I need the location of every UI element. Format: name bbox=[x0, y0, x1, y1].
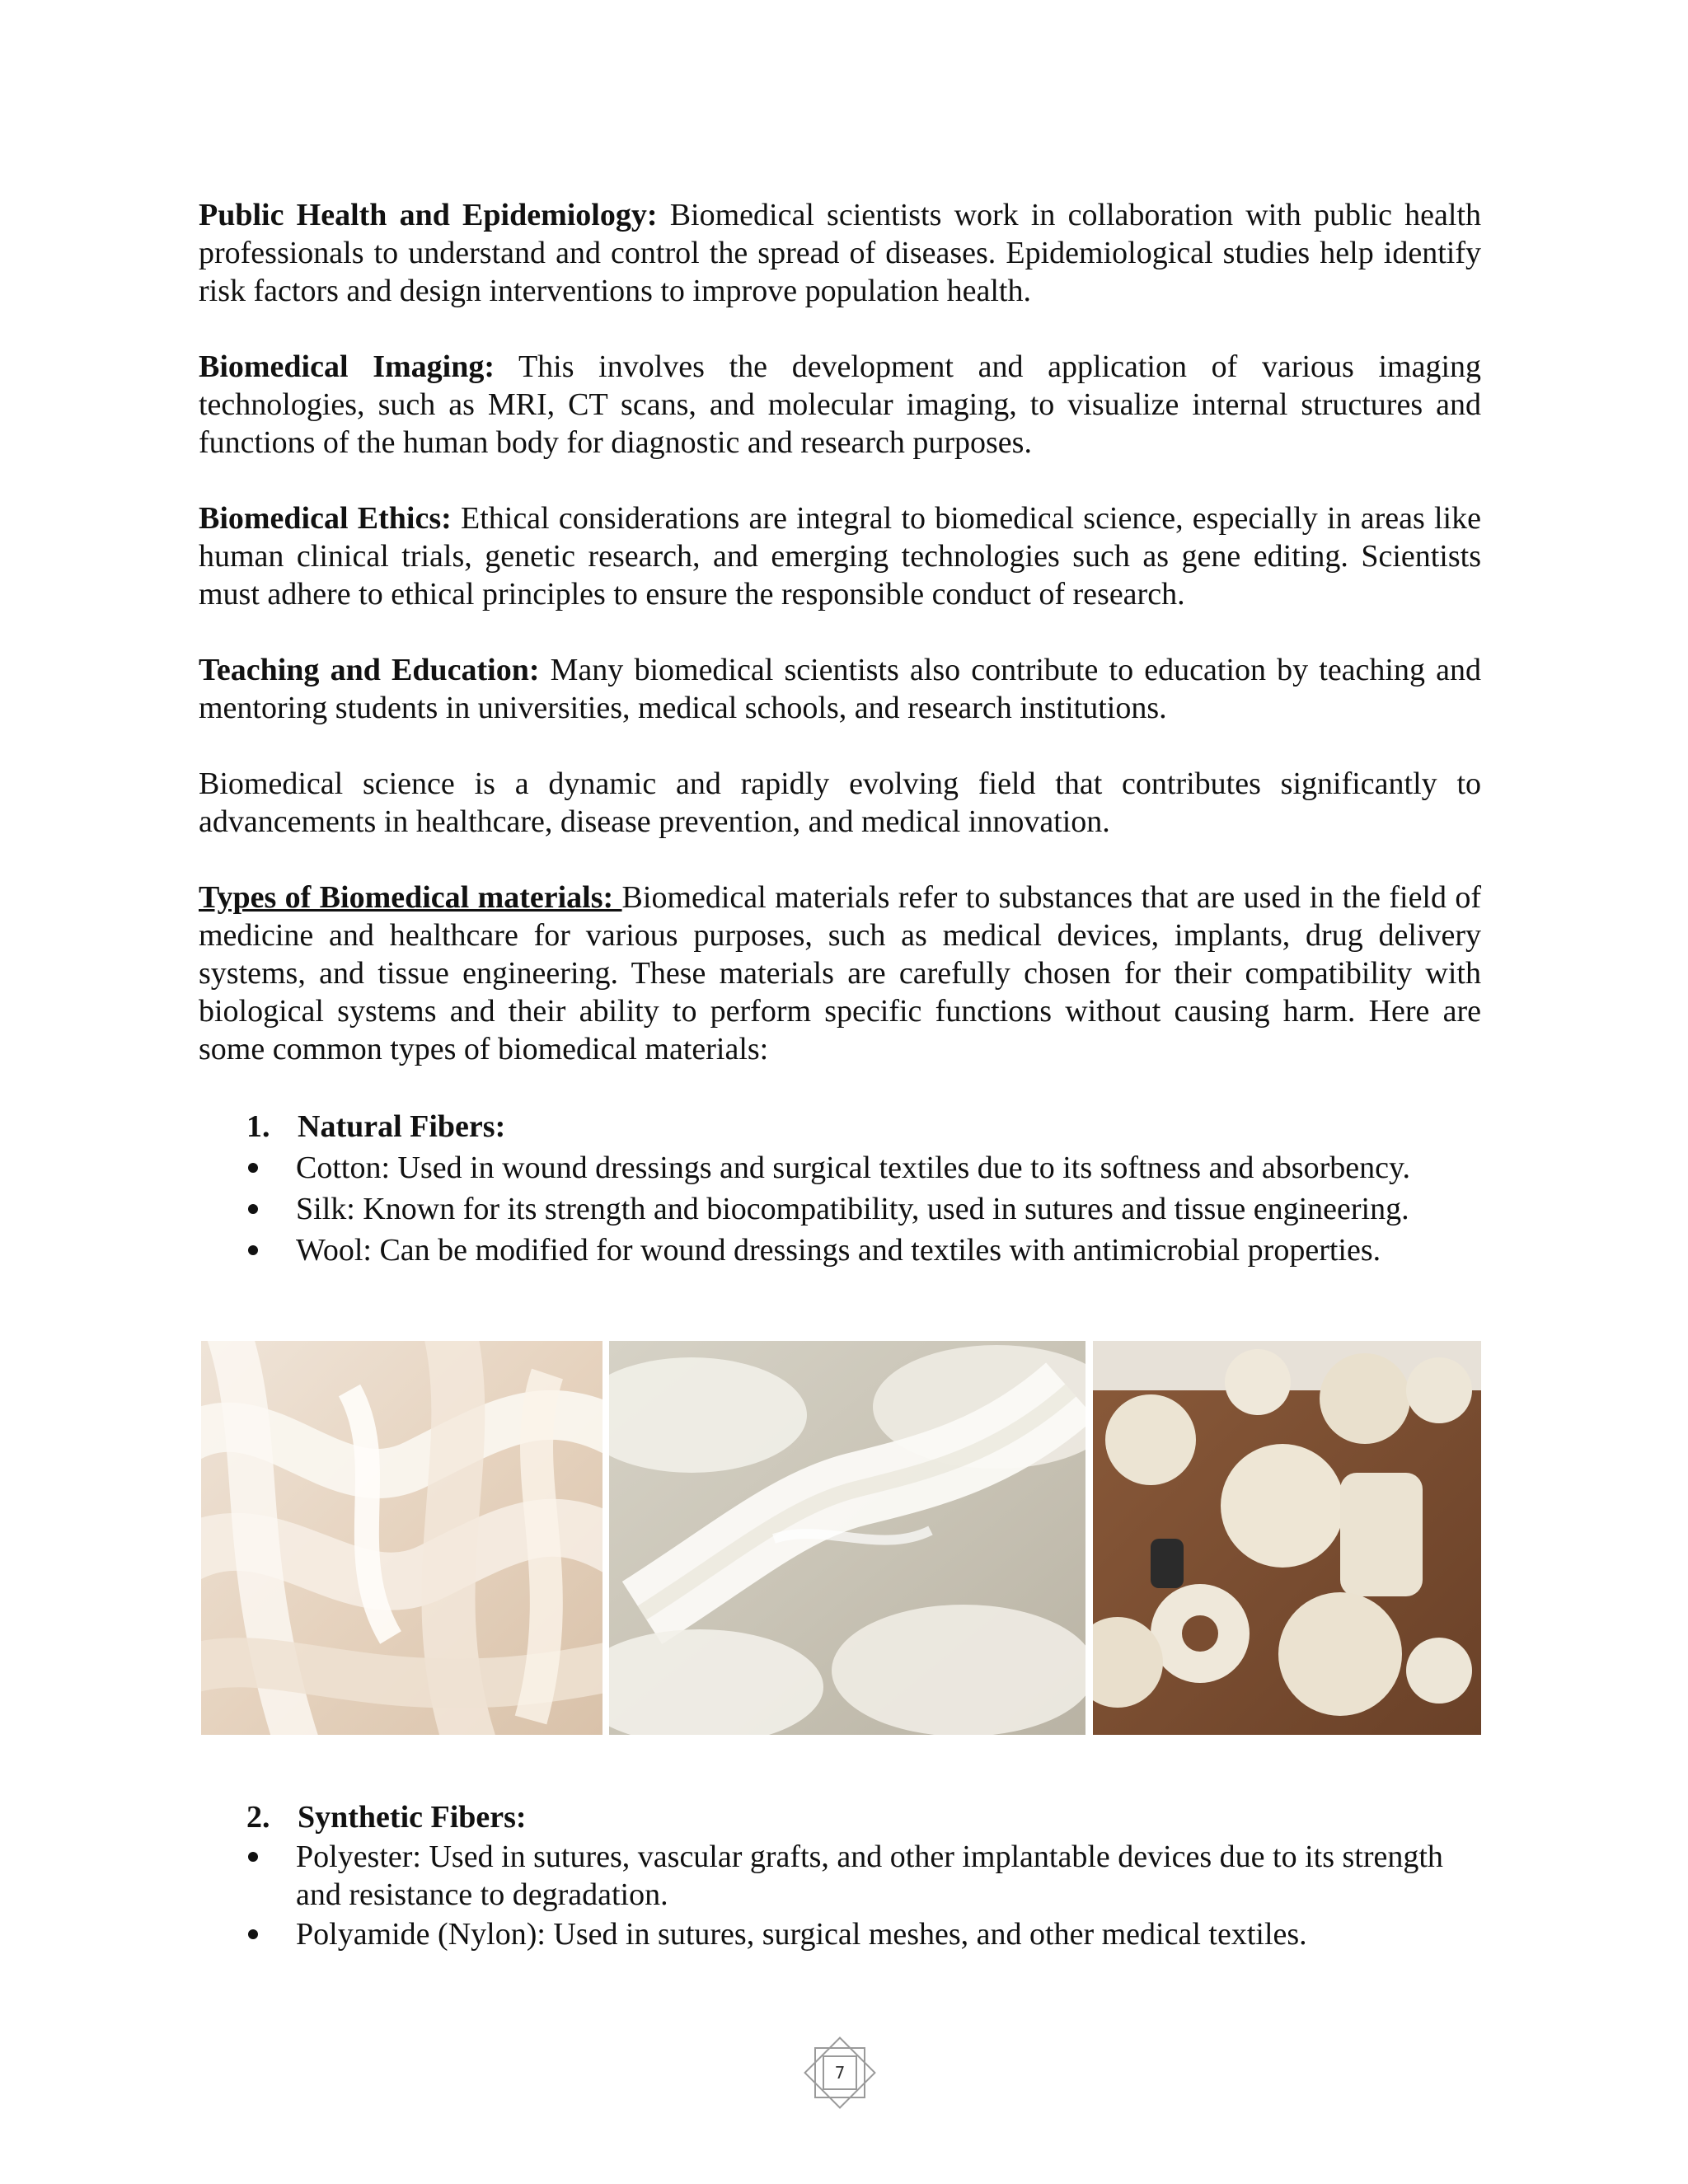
list-item: Cotton: Used in wound dressings and surgical textiles due to its softness and absorbency. bbox=[199, 1147, 1481, 1188]
list-title: Natural Fibers: bbox=[298, 1109, 506, 1144]
list-item: Silk: Known for its strength and biocompatibility, used in sutures and tissue engineering. bbox=[199, 1188, 1481, 1230]
synthetic-fibers-list bbox=[199, 1838, 1481, 1955]
cotton-photo bbox=[201, 1341, 603, 1735]
list-item: Polyester: Used in sutures, vascular grafts, and other implantable devices due to its strength and resistance to degradation. bbox=[199, 1838, 1481, 1914]
paragraph-text: Biomedical scientists work in collaboration with public health professionals to understand and control the spread of diseases. Epidemiological studies help identify risk factors and design interventions to improve population health. bbox=[199, 198, 1481, 308]
bullet-icon bbox=[248, 1204, 258, 1214]
page-number-badge bbox=[798, 2036, 882, 2110]
bullet-icon bbox=[248, 1163, 258, 1173]
page-body bbox=[199, 196, 1481, 1271]
natural-fibers-list bbox=[199, 1147, 1481, 1271]
list-item: Polyamide (Nylon): Used in sutures, surgical meshes, and other medical textiles. bbox=[199, 1914, 1481, 1955]
types-text: Biomedical materials refer to substances that are used in the field of medicine and healthcare for various purposes, such as medical devices, implants, drug delivery systems, and tissue engineering. These materials are carefully chosen for their compatibility with biological systems and their ability to perform specific functions without causing harm. Here are some common types of biomedical materials: bbox=[199, 880, 1482, 1066]
list-title: Synthetic Fibers: bbox=[298, 1800, 527, 1835]
paragraph-heading: Teaching and Education: bbox=[199, 653, 540, 687]
fiber-photos bbox=[199, 1341, 1481, 1735]
types-heading: Types of Biomedical materials: bbox=[199, 880, 622, 915]
paragraph-types bbox=[199, 879, 1481, 1068]
paragraph-heading: Biomedical Ethics: bbox=[199, 501, 452, 536]
paragraph-heading: Public Health and Epidemiology: bbox=[199, 198, 658, 232]
silk-photo bbox=[609, 1341, 1085, 1735]
yarn-photo bbox=[1093, 1341, 1481, 1735]
bullet-icon bbox=[248, 1852, 258, 1862]
paragraph-text: Ethical considerations are integral to biomedical science, especially in areas like human clinical trials, genetic research, and emerging technologies such as gene editing. Scientists must adhere to ethical principles to ensure the responsible conduct of research. bbox=[199, 501, 1481, 612]
synthetic-section bbox=[199, 1797, 1481, 1955]
page-number: 7 bbox=[834, 2063, 846, 2083]
synthetic-fibers-heading bbox=[246, 1797, 1481, 1838]
list-number: 2. bbox=[246, 1800, 270, 1835]
bullet-icon bbox=[248, 1245, 258, 1255]
list-number: 1. bbox=[246, 1109, 270, 1144]
paragraph-ethics bbox=[199, 499, 1481, 613]
paragraph-text: Many biomedical scientists also contribute to education by teaching and mentoring students in universities, medical schools, and research institutions. bbox=[199, 653, 1481, 725]
natural-fibers-heading bbox=[246, 1106, 1481, 1147]
paragraph-public-health bbox=[199, 196, 1481, 310]
paragraph-text: This involves the development and application of various imaging technologies, such as MRI, CT scans, and molecular imaging, to visualize internal structures and functions of the human body for diagnostic and research purposes. bbox=[199, 349, 1482, 460]
bullet-icon bbox=[248, 1929, 258, 1939]
paragraph-summary: Biomedical science is a dynamic and rapidly evolving field that contributes significantly to advancements in healthcare, disease prevention, and medical innovation. bbox=[199, 766, 1481, 839]
paragraph-imaging bbox=[199, 348, 1481, 462]
list-item: Wool: Can be modified for wound dressings and textiles with antimicrobial properties. bbox=[199, 1230, 1481, 1271]
paragraph-heading: Biomedical Imaging: bbox=[199, 349, 495, 384]
paragraph-teaching bbox=[199, 651, 1481, 727]
